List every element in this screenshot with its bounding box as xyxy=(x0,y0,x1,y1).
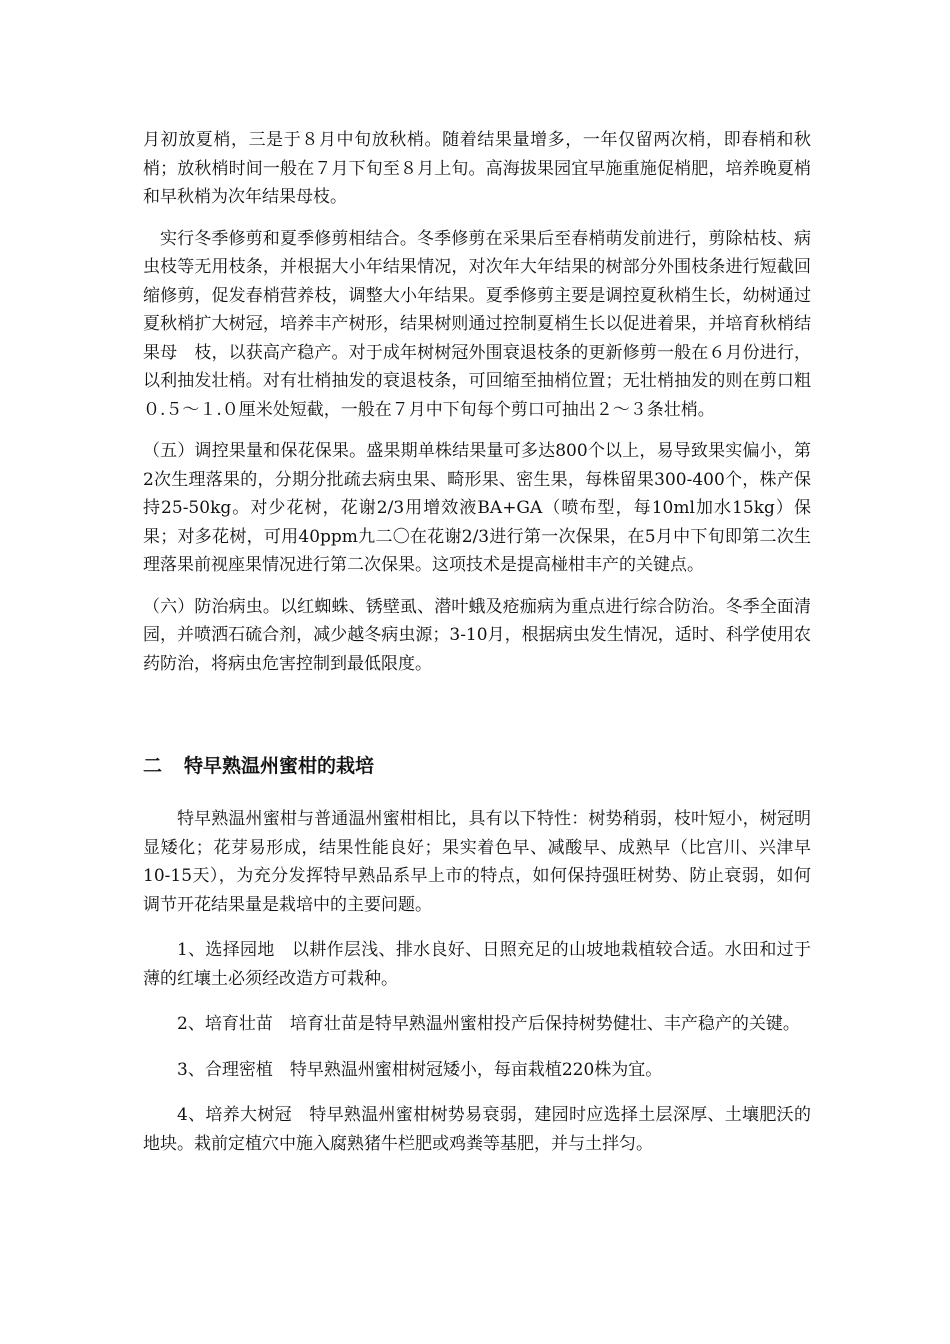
paragraph-summer-autumn-shoots: 月初放夏梢，三是于８月中旬放秋梢。随着结果量增多，一年仅留两次梢，即春梢和秋梢；放秋梢时间一般在７月下旬至８月上旬。高海拔果园宜早施重施促梢肥，培养晚夏梢和早秋梢为次年结果母枝。 xyxy=(143,130,811,207)
section-title: 特早熟温州蜜柑的栽培 xyxy=(184,755,375,777)
section-intro: 特早熟温州蜜柑与普通温州蜜柑相比，具有以下特性：树势稍弱，枝叶短小，树冠明显矮化；花芽易形成，结果性能良好；果实着色早、减酸早、成熟早（比宫川、兴津早10-15天），为充分发挥特早熟品系早上市的特点，如何保持强旺树势、防止衰弱，如何调节开花结果量是栽培中的主要问题。 xyxy=(143,809,811,915)
list-item: 4、培养大树冠 特早熟温州蜜柑树势易衰弱，建园时应选择土层深厚、土壤肥沃的地块。栽前定植穴中施入腐熟猪牛栏肥或鸡粪等基肥，并与土拌匀。 xyxy=(143,1105,811,1154)
list-item: 2、培育壮苗 培育壮苗是特早熟温州蜜柑投产后保持树势健壮、丰产稳产的关键。 xyxy=(177,1014,800,1034)
section-number: 二 xyxy=(143,755,163,777)
document-page xyxy=(143,126,811,1158)
paragraph-pruning: 实行冬季修剪和夏季修剪相结合。冬季修剪在采果后至春梢萌发前进行，剪除枯枝、病虫枝等无用枝条，并根据大小年结果情况，对次年大年结果的树部分外围枝条进行短截回缩修剪，促发春梢营养枝，调整大小年结果。夏季修剪主要是调控夏秋梢生长，幼树通过夏秋梢扩大树冠，培养丰产树形，结果树则通过控制夏梢生长以促进着果，并培育秋梢结果母 枝，以获高产稳产。对于成年树树冠外围衰退枝条的更新修剪一般在６月份进行，以利抽发壮梢。对有壮梢抽发的衰退枝条，可回缩至抽梢位置；无壮梢抽发的则在剪口粗０.５～１.０厘米处短截，一般在７月中下旬每个剪口可抽出２～３条壮梢。 xyxy=(143,228,811,420)
paragraph-fruit-load-control: （五）调控果量和保花保果。盛果期单株结果量可多达800个以上，易导致果实偏小，第2次生理落果的，分期分批疏去病虫果、畸形果、密生果，每株留果300-400个，株产保持25-50kg。对少花树，花谢2/3用增效液BA+GA（喷布型，每10ml加水15kg）保果；对多花树，可用40ppm九二〇在花谢2/3进行第一次保果，在5月中下旬即第二次生理落果前视座果情况进行第二次保果。这项技术是提高椪柑丰产的关键点。 xyxy=(143,441,811,575)
paragraph-pest-control: （六）防治病虫。以红蜘蛛、锈壁虱、潜叶蛾及疮痂病为重点进行综合防治。冬季全面清园，并喷洒石硫合剂，减少越冬病虫源；3-10月，根据病虫发生情况，适时、科学使用农药防治，将病虫危害控制到最低限度。 xyxy=(143,596,811,674)
section-heading xyxy=(143,751,811,781)
list-item: 3、合理密植 特早熟温州蜜柑树冠矮小，每亩栽植220株为宜。 xyxy=(177,1059,663,1080)
list-item: 1、选择园地 以耕作层浅、排水良好、日照充足的山坡地栽植较合适。水田和过于薄的红壤土必须经改造方可栽种。 xyxy=(143,940,811,989)
